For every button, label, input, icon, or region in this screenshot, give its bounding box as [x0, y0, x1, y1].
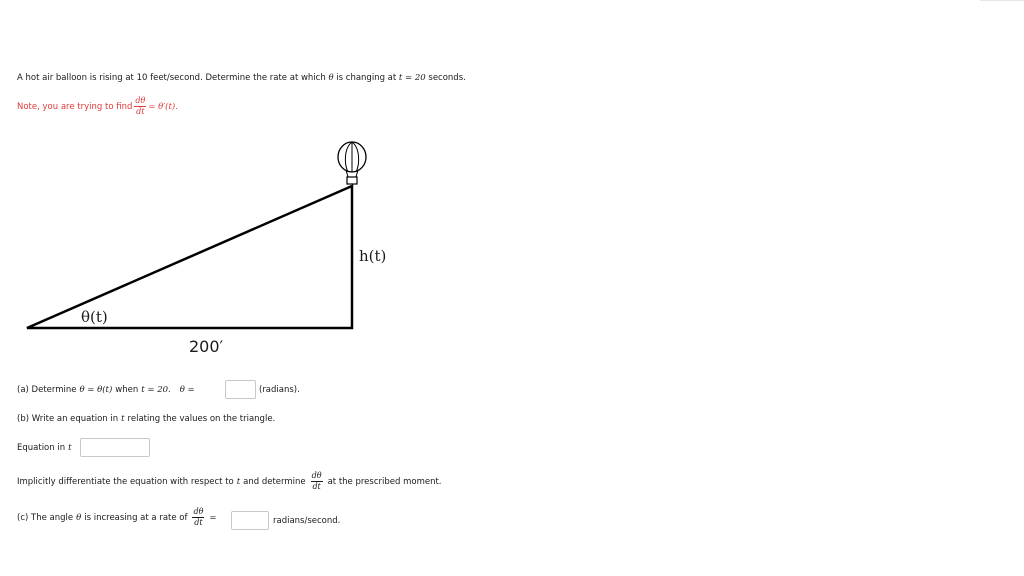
implicit-t-symbol: t [236, 476, 241, 487]
theta-answer-input[interactable] [225, 380, 256, 399]
note-text: Note, you are trying to find [17, 101, 133, 112]
implicit-suffix: at the prescribed moment. [327, 476, 442, 487]
part-c-mid: is increasing at a rate of [84, 512, 188, 523]
fraction-denominator: dt [194, 518, 203, 527]
fraction-numerator: dθ [311, 471, 322, 480]
implicit-derivative-fraction [311, 472, 323, 491]
part-b-suffix: relating the values on the triangle. [127, 414, 276, 424]
part-a-unit: (radians). [259, 385, 300, 395]
part-a-label: (a) Determine [17, 385, 77, 395]
part-b-t-symbol: t [121, 414, 125, 424]
fraction-denominator: dt [136, 107, 145, 116]
hot-air-balloon-icon [338, 142, 366, 184]
part-c-derivative-fraction [192, 508, 204, 527]
part-c-theta: θ [76, 512, 82, 523]
note-suffix: = θ′(t). [148, 101, 178, 112]
right-triangle [27, 186, 352, 328]
problem-intro-mid: is changing at [336, 73, 397, 83]
rate-answer-input[interactable] [231, 511, 269, 530]
height-label: h(t) [359, 247, 387, 265]
part-c-equals: = [209, 512, 217, 523]
part-a-time: t = 20. [141, 385, 171, 395]
equation-label [17, 443, 72, 453]
implicit-instruction [17, 472, 442, 491]
angle-label: θ(t) [81, 308, 108, 326]
part-c [17, 508, 217, 527]
fraction-denominator: dt [312, 482, 321, 491]
theta-symbol: θ [328, 73, 334, 83]
part-c-unit: radians/second. [273, 516, 341, 526]
part-a-theta-equals: θ = [179, 385, 195, 395]
equation-input[interactable] [80, 438, 150, 457]
base-label: 200′ [189, 337, 224, 356]
problem-intro-post: seconds. [428, 73, 466, 83]
part-a [17, 385, 195, 395]
fraction-numerator: dθ [135, 96, 146, 105]
part-b [17, 414, 275, 424]
part-c-label: (c) The angle [17, 512, 74, 523]
problem-intro: A hot air balloon is rising at 10 feet/second. Determine the rate at which [17, 73, 326, 83]
time-value: t = 20 [398, 73, 426, 83]
fraction-numerator: dθ [193, 507, 204, 516]
part-a-when: when [115, 385, 139, 395]
part-a-expression: θ = θ(t) [79, 385, 113, 395]
equation-label-text: Equation in [17, 443, 66, 453]
part-b-label: (b) Write an equation in [17, 414, 119, 424]
equation-t-symbol: t [68, 443, 72, 453]
implicit-text: Implicitly differentiate the equation with respect to [17, 476, 234, 487]
implicit-mid: and determine [243, 476, 306, 487]
